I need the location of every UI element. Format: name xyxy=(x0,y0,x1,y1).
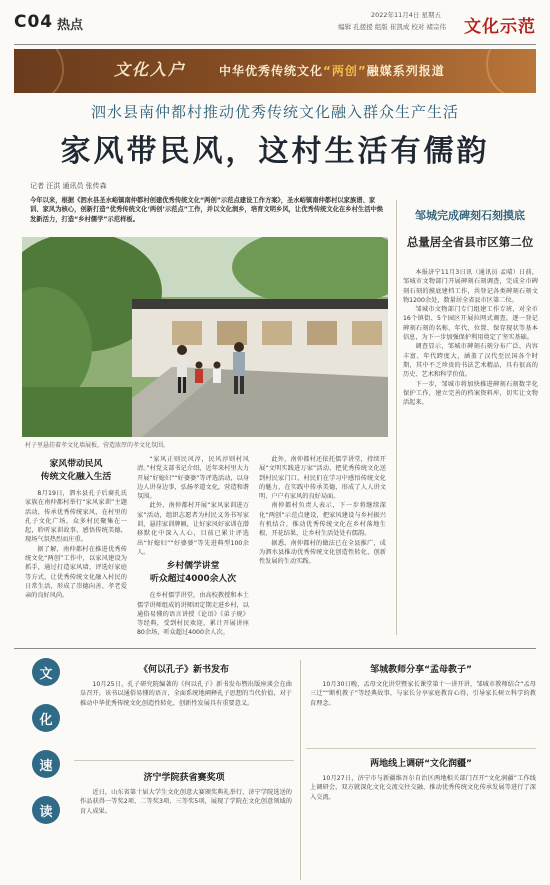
page-header xyxy=(14,8,536,44)
right-article-headline: 总量居全省县市区第二位 xyxy=(406,235,534,249)
brief-title: 两地线上调研“文化润疆” xyxy=(370,759,472,769)
article-column-1 xyxy=(25,455,127,601)
right-paragraph: 邹城市文物部门专门组建工作专班，对全市16个镇街、5个园区开展拉网式调查，逐一登记碑刻石刻的名称、年代、位置、保存现状等基本信息，为下一步加强保护利用奠定了坚实基础。 xyxy=(403,306,538,342)
column2-paragraph: “家风正则民风淳，民风淳则村风清。”村党支部书记介绍，近年来村里大力开展“好媳妇”“好婆婆”等评选活动，以身边人讲身边事，弘扬孝道文化，营造和谐氛围。 xyxy=(137,456,249,501)
brief-body: 近日，山东省第十届大学生文化创意大赛颁奖典礼举行，济宁学院选送的作品获得一等奖2项、二等奖3项、三等奖5项，展现了学院在文化创意领域的育人成果。 xyxy=(80,789,292,815)
column3-paragraph: 南仲都村负责人表示，下一步将继续深化“两创”示范点建设，把家风建设与乡村振兴有机结合，推动优秀传统文化在乡村落地生根、开花结果，让乡村生活处处有儒韵。 xyxy=(259,502,386,538)
section-name: 热点 xyxy=(57,18,84,33)
brief-title: 济宁学院获省赛奖项 xyxy=(143,773,225,783)
label-char: 速 xyxy=(32,750,60,778)
banner-title-highlight: “两创” xyxy=(323,64,367,78)
right-paragraph: 下一步，邹城市将加快推进碑刻石刻数字化保护工作，建立完善的档案资料库，切实让文物活起来。 xyxy=(403,380,538,407)
column2-paragraph: 此外，南仲都村开展“家风家训进万家”活动，组织志愿者为村民义务书写家训、悬挂家训牌匾，让好家风好家训在潜移默化中深入人心，目前已累计评选出“好媳妇”“好婆婆”等先进典型100余人。 xyxy=(137,502,249,556)
article-column-2 xyxy=(137,455,249,638)
brief-title: 邹城教师分享“孟母教子” xyxy=(370,665,472,675)
photo-caption: 村子里悬挂着孝文化墙展板，营造浓厚的孝文化氛围。 xyxy=(25,442,170,449)
header-rule xyxy=(14,44,536,45)
banner-logo: 文化入户 xyxy=(114,60,187,79)
column1-paragraph: 据了解，南仲都村在推进优秀传统文化“两创”工作中，以家风建设为抓手，通过打造家风墙、评选好家庭等方式，让优秀传统文化融入村民的日常生活，形成了崇德向善、孝老爱亲的良好风尚。 xyxy=(25,545,127,600)
label-char: 文 xyxy=(32,658,60,686)
section2-title: 乡村儒学讲堂 听众超过4000余人次 xyxy=(149,561,237,585)
village-photo xyxy=(22,237,388,437)
banner-ornament xyxy=(486,49,536,93)
article-subhead: 泗水县南仲都村推动优秀传统文化融入群众生产生活 xyxy=(90,103,459,121)
bottom-column-divider xyxy=(300,660,301,880)
brief-title: 《何以孔子》新书发布 xyxy=(138,665,229,675)
section1-title: 家风带动民风 传统文化融入生活 xyxy=(40,459,112,482)
right-paragraph: 本报济宁11月3日讯（通讯员 孟晴）日前，邹城市文物部门开展碑刻石刻调查，完成全市碑刻石刻的摸底建档工作，共登记各类碑刻石刻文物1200余处，数量居全省县市区第二位。 xyxy=(403,269,538,304)
column3-paragraph: 此外，南仲都村还依托儒学讲堂，持续开展“文明实践进万家”活动，把优秀传统文化送到村民家门口，村民们在学习中感悟传统文化的魅力，在实践中传承美德，形成了人人讲文明、户户有家风的良好局面。 xyxy=(259,456,386,501)
banner-title xyxy=(219,62,445,79)
bottom-section-rule xyxy=(14,648,536,649)
brief-body: 10月25日，孔子研究院编著的《何以孔子》新书发布暨出版座谈会在曲阜召开。该书以通俗易懂的语言，全面系统地阐释孔子思想的当代价值，对于推动中华优秀传统文化创造性转化、创新性发展具有重要意义。 xyxy=(80,681,292,707)
village-photo-illustration xyxy=(22,237,388,437)
banner-title-post: 融媒系列报道 xyxy=(366,64,445,78)
column3-paragraph: 据悉，南仲都村的做法已在全县推广，成为泗水县推动优秀传统文化创造性转化、创新性发展的生动实践。 xyxy=(259,539,386,566)
culture-briefs-label xyxy=(28,658,64,878)
page-number: C04 xyxy=(14,12,54,32)
series-banner xyxy=(14,49,536,93)
right-paragraph: 调查显示，邹城市碑刻石刻分布广泛、内容丰富、年代跨度大，涵盖了汉代至民国各个时期，其中不乏珍贵的书法艺术精品，具有很高的历史、艺术和科学价值。 xyxy=(403,343,538,379)
column1-paragraph: 8月19日，泗水县孔子后裔孔氏家族在南仲都村举行“家风家训”主题活动，传承优秀传统家风，在村里的孔子文化广场，众多村民聚集在一起，聆听家训故事，感悟传统美德，现场气氛热烈而庄重。 xyxy=(25,490,127,544)
banner-ornament xyxy=(14,49,64,93)
article-byline: 记者 汪洪 通讯员 张传森 xyxy=(30,182,107,190)
issue-date: 2022年11月4日 星期五 xyxy=(370,11,441,19)
column-divider xyxy=(396,200,397,635)
label-char: 读 xyxy=(32,796,60,824)
brief-body: 10月27日，济宁市与新疆维吾尔自治区两地相关部门召开“文化润疆”工作线上调研会，双方就深化文化交流交往交融、推动优秀传统文化传承发展等进行了深入交流。 xyxy=(310,775,536,801)
brief-divider xyxy=(74,760,294,761)
right-article-body xyxy=(403,268,538,407)
article-column-3 xyxy=(259,455,386,567)
article-lead: 今年以来，根据《泗水县圣水峪镇南仲都村创建优秀传统文化“两创”示范点建设工作方案》，圣水峪镇南仲都村以家族谱、家训、家风为核心，创新打造“优秀传统文化‘两创’示范点”工作，并以文化润乡，培育文明乡风，让优秀传统文化在乡村生活中焕发新活力，打造“乡村儒学”示范样板。 xyxy=(30,197,384,223)
article-headline: 家风带民风，这村生活有儒韵 xyxy=(60,134,490,169)
paper-name: 文化示范 xyxy=(464,17,536,37)
brief-body: 10月30日晚，孟母文化讲堂暨家长课堂第十一讲开讲，邹城市教师结合“孟母三迁”“断机教子”等经典故事，与家长分享家庭教育心得，引导家长树立科学的教育理念。 xyxy=(310,681,536,707)
editor-credits: 编辑 孔援援 组版 崔凯成 校对 褚宗伟 xyxy=(338,23,446,31)
label-char: 化 xyxy=(32,704,60,732)
right-article-kicker: 邹城完成碑刻石刻摸底 xyxy=(415,209,525,222)
banner-title-pre: 中华优秀传统文化 xyxy=(219,64,324,78)
brief-divider xyxy=(306,748,536,749)
column2-paragraph: 在乡村儒学讲堂，由高校教授和本土儒学讲师组成的讲师团定期走进乡村，以通俗易懂的语言讲授《论语》《弟子规》等经典，受到村民欢迎，累计开展讲座80余场，听众超过4000余人次。 xyxy=(137,592,249,637)
